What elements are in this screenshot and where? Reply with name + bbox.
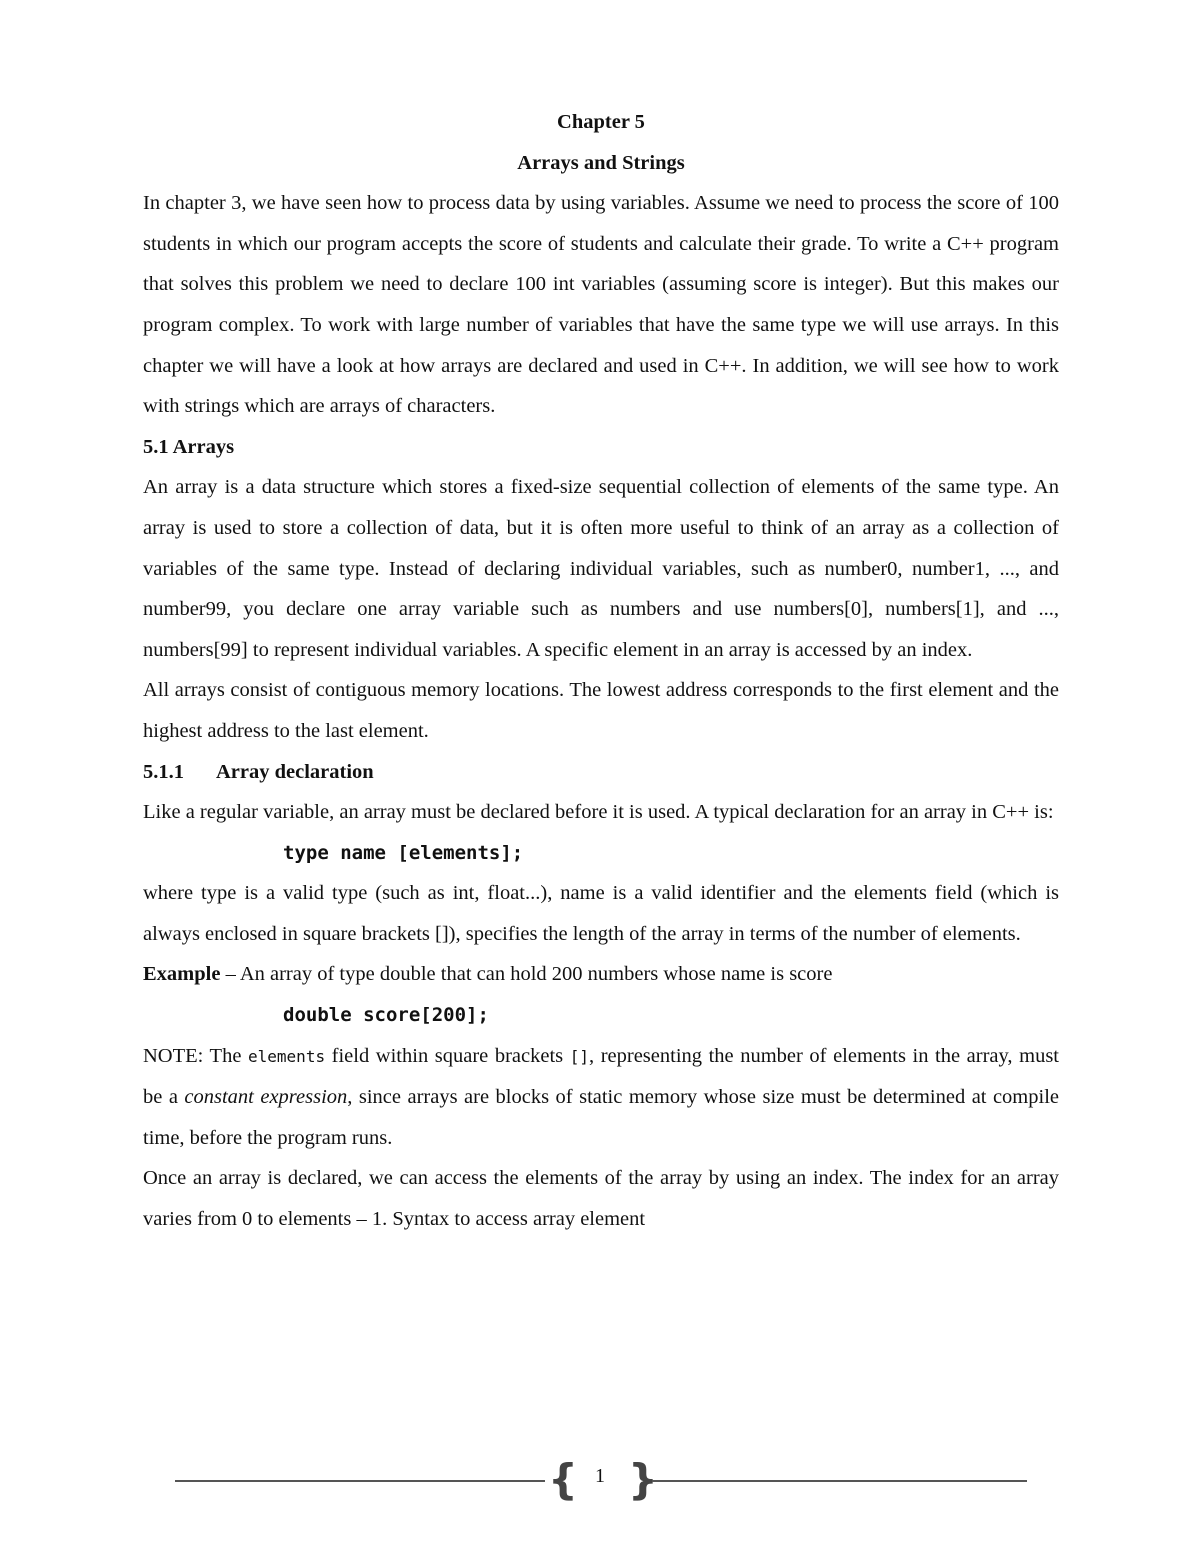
- note-text-2: , representing the number of elements in the array, must be a: [143, 1044, 1059, 1109]
- declaration-syntax-code: type name [elements];: [283, 841, 524, 864]
- note-suffix: , since arrays are blocks of static memory whose size must be determined at compile time, before the program runs.: [143, 1086, 1059, 1149]
- left-brace-icon: {: [548, 1455, 578, 1504]
- note-emphasis: constant expression: [184, 1086, 348, 1109]
- page-footer: [0, 1455, 1200, 1515]
- example-line: [143, 954, 1059, 995]
- intro-paragraph: In chapter 3, we have seen how to process data by using variables. Assume we need to process the score of 100 students in which our program accepts the score of students and calculate their grade. To write a C++ program that solves this problem we need to declare 100 int variables (assuming score is integer). But this makes our program complex. To work with large number of variables that have the same type we will use arrays. In this chapter we will have a look at how arrays are declared and used in C++. In addition, we will see how to work with strings which are arrays of characters.: [143, 192, 1059, 418]
- right-brace-icon: }: [628, 1455, 658, 1504]
- note-paragraph: [143, 1036, 1059, 1159]
- page-number: 1: [595, 1465, 605, 1487]
- section-heading-5-1-1: [143, 752, 1059, 793]
- example-label: Example: [143, 963, 221, 986]
- note-code-brackets: []: [569, 1046, 589, 1066]
- chapter-title: Arrays and Strings: [517, 151, 685, 174]
- section-5-1-paragraph-1: An array is a data structure which stores a fixed-size sequential collection of elements of the same type. An array is used to store a collection of data, but it is often more useful to think of an array as a collection of variables of the same type. Instead of declaring individual variables, such as number0, number1, ..., and number99, you declare one array variable such as numbers and use numbers[0], numbers[1], and ..., numbers[99] to represent individual variables. A specific element in an array is accessed by an index.: [143, 476, 1059, 661]
- section-5-1-paragraph-2: All arrays consist of contiguous memory locations. The lowest address corresponds to the first element and the highest address to the last element.: [143, 679, 1059, 742]
- note-code-elements: elements: [248, 1046, 326, 1066]
- note-prefix: NOTE: The: [143, 1044, 249, 1067]
- section-number: 5.1.1: [143, 760, 184, 783]
- note-text-1: field within square brackets: [325, 1044, 570, 1067]
- section-title: Array declaration: [216, 760, 374, 783]
- footer-rule-left: [175, 1480, 545, 1482]
- example-code: double score[200];: [283, 1004, 489, 1027]
- section-heading-5-1: 5.1 Arrays: [143, 435, 235, 458]
- footer-rule-right: [652, 1480, 1027, 1482]
- declaration-paragraph-1: Like a regular variable, an array must be declared before it is used. A typical declaration for an array in C++ is:: [143, 801, 1054, 824]
- chapter-number: Chapter 5: [557, 111, 645, 133]
- page-content: [143, 102, 1059, 1240]
- example-text: – An array of type double that can hold 200 numbers whose name is score: [220, 963, 833, 986]
- declaration-paragraph-2: where type is a valid type (such as int, float...), name is a valid identifier and the elements field (which is always enclosed in square brackets []), specifies the length of the array in terms of the number of elements.: [143, 882, 1059, 945]
- declaration-paragraph-3: Once an array is declared, we can access the elements of the array by using an index. The index for an array varies from 0 to elements – 1. Syntax to access array element: [143, 1167, 1059, 1231]
